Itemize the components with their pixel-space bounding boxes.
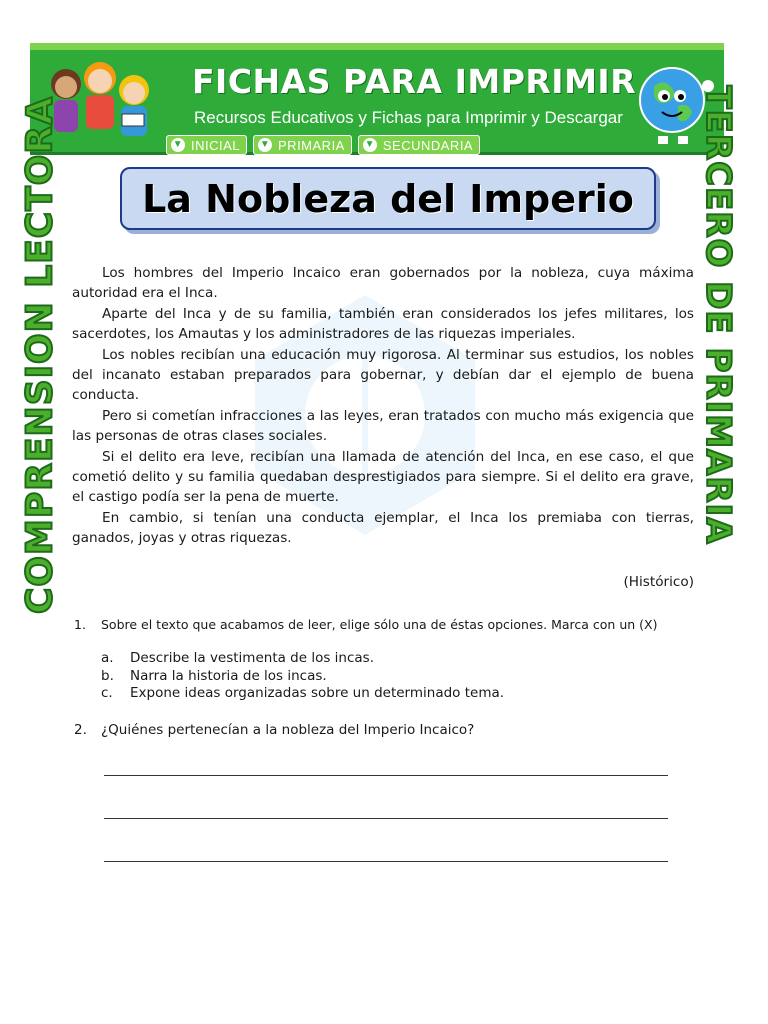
side-label-grado: TERCERO DE PRIMARIA — [698, 85, 738, 545]
paragraph: Los nobles recibían una educación muy rigorosa. Al terminar sus estudios, los nobles del incanato estaban preparados para gobernar, y debían dar el ejemplo de buena conducta. — [72, 346, 694, 404]
question-text: Sobre el texto que acabamos de leer, elige sólo una de éstas opciones. Marca con un (X) — [101, 617, 658, 632]
nav-inicial[interactable] — [166, 135, 247, 155]
question-2 — [74, 722, 474, 738]
site-subtitle: Recursos Educativos y Fichas para Imprimir y Descargar — [194, 108, 623, 127]
option-text: Narra la historia de los incas. — [130, 667, 327, 684]
answer-line[interactable] — [104, 775, 668, 776]
answer-line[interactable] — [104, 818, 668, 819]
option-letter: c. — [101, 685, 113, 701]
title-box — [120, 167, 656, 230]
header-banner — [30, 43, 724, 155]
question-1-options — [101, 650, 504, 703]
nav-primaria[interactable] — [253, 135, 352, 155]
site-title: FICHAS PARA IMPRIMIR — [192, 62, 637, 101]
nav-label: SECUNDARIA — [382, 137, 474, 153]
option-letter: a. — [101, 650, 114, 666]
question-text: ¿Quiénes pertenecían a la nobleza del Imperio Incaico? — [101, 722, 475, 738]
option-letter: b. — [101, 667, 114, 684]
question-number: 2. — [74, 722, 87, 738]
paragraph: En cambio, si tenían una conducta ejemplar, el Inca los premiaba con tierras, ganados, joyas y otras riquezas. — [72, 509, 694, 547]
option-text: Expone ideas organizadas sobre un determinado tema. — [130, 685, 505, 701]
arrow-down-icon: ▼ — [259, 139, 271, 150]
question-number: 1. — [74, 617, 86, 632]
arrow-down-icon: ▼ — [364, 139, 376, 150]
paragraph: Aparte del Inca y de su familia, también eran considerados los jefes militares, los sacerdotes, los Amautas y los administradores de las riquezas imperiales. — [72, 305, 694, 343]
nav-secundaria[interactable] — [358, 135, 480, 155]
nav-label: INICIAL — [191, 137, 241, 153]
source-label: (Histórico) — [623, 574, 694, 590]
answer-line[interactable] — [104, 861, 668, 862]
paragraph: Pero si cometían infracciones a las leyes, eran tratados con mucho más exigencia que las personas de otras clases sociales. — [72, 407, 694, 445]
paragraph: Los hombres del Imperio Incaico eran gobernados por la nobleza, cuya máxima autoridad era el Inca. — [72, 265, 694, 302]
option-a[interactable] — [101, 650, 504, 668]
reading-text — [72, 263, 694, 549]
arrow-down-icon: ▼ — [172, 139, 184, 150]
question-1 — [74, 617, 657, 632]
option-c[interactable] — [101, 685, 504, 703]
option-text: Describe la vestimenta de los incas. — [130, 650, 375, 666]
page-title: La Nobleza del Imperio — [142, 176, 634, 221]
paragraph: Si el delito era leve, recibían una llamada de atención del Inca, en ese caso, el que cometió delito y su familia quedaban desprestigiados para siempre. Si el delito era grave, el castigo podía ser la pena de muerte. — [72, 448, 694, 506]
nav-label: PRIMARIA — [278, 137, 345, 153]
level-nav — [166, 135, 480, 155]
side-label-comprension: COMPRENSION LECTORA — [19, 96, 61, 614]
option-b[interactable] — [101, 668, 504, 686]
